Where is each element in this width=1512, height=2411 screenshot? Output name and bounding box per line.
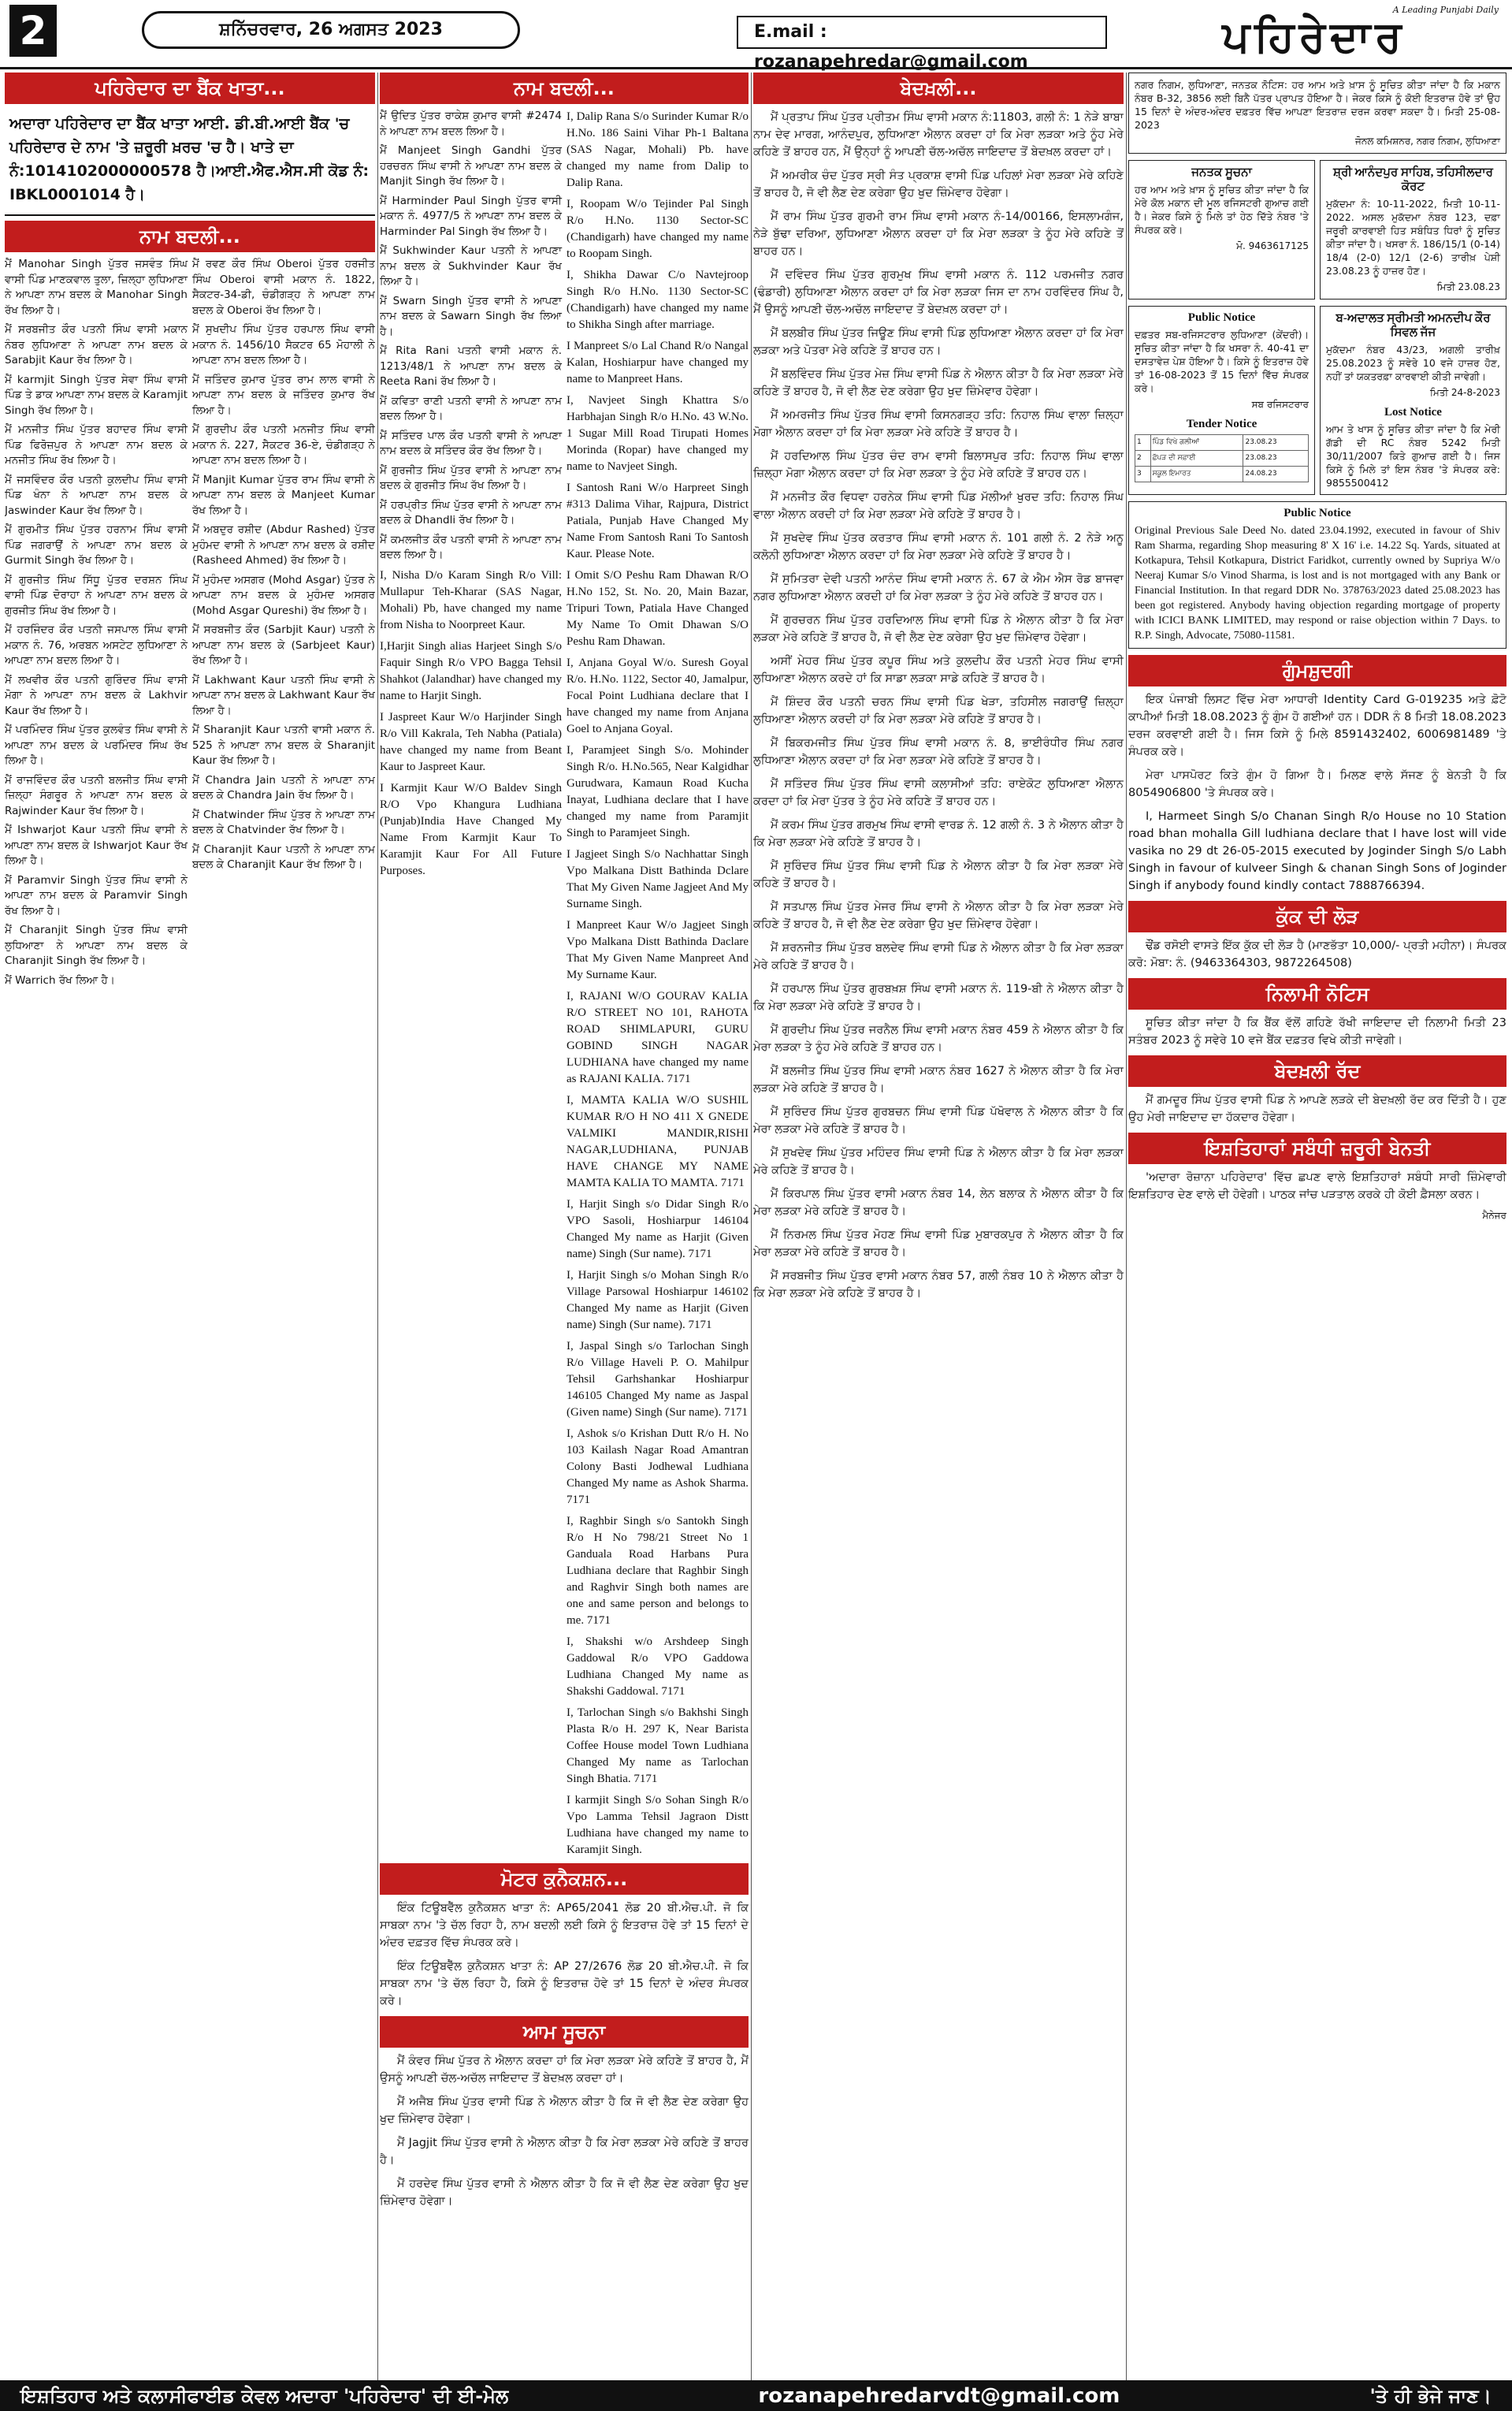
name-change-item: I, MAMTA KALIA W/O SUSHIL KUMAR R/O H NO 411 X GNEDE VALMIKI MANDIR,RISHI NAGAR,LUDHIANA, PUNJAB HAVE CHANGE MY NAME MAMTA KALIA TO MAMTA. 7171 (567, 1094, 749, 1189)
name-change-heading-2: ਨਾਮ ਬਦਲੀ... (380, 73, 749, 104)
disinheritance-item: ਮੈਂ ਅਮਰਜੀਤ ਸਿੰਘ ਪੁੱਤਰ ਸਿੰਘ ਵਾਸੀ ਕਿਸਨਗੜ੍ਹ ਤਹਿ: ਨਿਹਾਲ ਸਿੰਘ ਵਾਲਾ ਜ਼ਿਲ੍ਹਾ ਮੋਗਾ ਐਲਾਨ ਕਰਦਾ ਹਾਂ ਕਿ ਮੇਰਾ ਲੜਕਾ ਮੇਰੇ ਕਹਿਣੇ ਤੋਂ ਬਾਹਰ ਹੈ। (753, 409, 1124, 439)
auction-text: ਸੂਚਿਤ ਕੀਤਾ ਜਾਂਦਾ ਹੈ ਕਿ ਬੈਂਕ ਵੱਲੋਂ ਗਹਿਣੇ ਰੱਖੀ ਜਾਇਦਾਦ ਦੀ ਨਿਲਾਮੀ ਮਿਤੀ 23 ਸਤੰਬਰ 2023 ਨੂੰ ਸਵੇਰੇ 10 ਵਜੇ ਬੈਂਕ ਦਫ਼ਤਰ ਵਿਖੇ ਕੀਤੀ ਜਾਵੇਗੀ। (1128, 1017, 1506, 1047)
disinheritance-item: ਮੈਂ ਅਮਰੀਕ ਚੰਦ ਪੁੱਤਰ ਸ੍ਰੀ ਸੰਤ ਪ੍ਰਕਾਸ਼ ਵਾਸੀ ਪਿੰਡ ਪਹਿਲਾਂ ਮੇਰਾ ਲੜਕਾ ਮੇਰੇ ਕਹਿਣੇ ਤੋਂ ਬਾਹਰ ਹੈ, ਜੋ ਵੀ ਲੈਣ ਦੇਣ ਕਰੇਗਾ ਉਹ ਖੁਦ ਜ਼ਿੰਮੇਵਾਰ ਹੋਵੇਗਾ। (753, 169, 1124, 199)
name-change-item: ਮੈਂ ਪਰਮਿੰਦਰ ਸਿੰਘ ਪੁੱਤਰ ਕੁਲਵੰਤ ਸਿੰਘ ਵਾਸੀ ਨੇ ਆਪਣਾ ਨਾਮ ਬਦਲ ਕੇ ਪਰਮਿੰਦਰ ਸਿੰਘ ਰੱਖ ਲਿਆ ਹੈ। (5, 724, 188, 767)
name-change-item: ਮੈਂ ਹਰਪ੍ਰੀਤ ਸਿੰਘ ਪੁੱਤਰ ਵਾਸੀ ਨੇ ਆਪਣਾ ਨਾਮ ਬਦਲ ਕੇ Dhandli ਰੱਖ ਲਿਆ ਹੈ। (380, 498, 562, 526)
name-change-item: I, Jaspal Singh s/o Tarlochan Singh R/o Village Haveli P. O. Mahilpur Tehsil Garhshankar Hoshiarpur 146105 Changed My name as Jaspal (Given name) Singh (Sur name). 7171 (567, 1340, 749, 1419)
missing-item: I, Harmeet Singh S/o Chanan Singh R/o House no 10 Station road bhan mohalla Gill ludhiana declare that I have lost will vide vasika no 29 dt 26-05-2015 executed by Joginder Singh S/o Labh Singh in favour of kulveer Singh & chanan Singh Sons of Joginder Singh if anybody found kindly contact 7888766394. (1128, 810, 1506, 892)
name-change-item: I Manpreet S/o Lal Chand R/o Nangal Kalan, Hoshiarpur have changed my name to Manpreet Hans. (567, 340, 749, 385)
name-change-item: ਮੈਂ ਕਮਲਜੀਤ ਕੌਰ ਪਤਨੀ ਵਾਸੀ ਨੇ ਆਪਣਾ ਨਾਮ ਬਦਲ ਲਿਆ ਹੈ। (380, 533, 562, 561)
public-info-item: ਮੈਂ ਹਰਦੇਵ ਸਿੰਘ ਪੁੱਤਰ ਵਾਸੀ ਨੇ ਐਲਾਨ ਕੀਤਾ ਹੈ ਕਿ ਜੋ ਵੀ ਲੈਣ ਦੇਣ ਕਰੇਗਾ ਉਹ ਖੁਦ ਜ਼ਿੰਮੇਵਾਰ ਹੋਵੇਗਾ। (380, 2178, 749, 2208)
ad-request-heading: ਇਸ਼ਤਿਹਾਰਾਂ ਸਬੰਧੀ ਜ਼ਰੂਰੀ ਬੇਨਤੀ (1128, 1133, 1506, 1164)
name-change-item: I, Anjana Goyal W/o. Suresh Goyal R/o. H.No. 1122, Sector 40, Jamalpur, Focal Point Ludhiana declare that I have changed my name from Anjana Goel to Anjana Goyal. (567, 657, 749, 735)
public-info-list (380, 2052, 749, 2210)
tehsildar-text: ਮੁਕੱਦਮਾ ਨੰ: 10-11-2022, ਮਿਤੀ 10-11-2022. ਅਸਲ ਮੁਕੱਦਮਾ ਨੰਬਰ 123, ਦਫ਼ਾ ਜਰੂਰੀ ਕਾਰਵਾਈ ਹਿਤ ਸਬੰਧਿਤ ਧਿਰਾਂ ਨੂੰ ਸੂਚਿਤ ਕੀਤਾ ਜਾਂਦਾ ਹੈ। ਖਸਰਾ ਨੰ. 186/15/1 (0-14) 18/4 (2-0) 12/1 (2-6) ਤਾਰੀਖ਼ ਪੇਸ਼ੀ 23.08.23 ਨੂੰ ਹਾਜ਼ਰ ਹੋਣ। (1326, 198, 1500, 277)
name-change-item: I, Raghbir Singh s/o Santokh Singh R/o H No 798/21 Street No 1 Ganduala Road Harbans Pura Ludhiana declare that Raghbir Singh and Raghvir Singh both names are one and same person and belongs to me. 7171 (567, 1515, 749, 1627)
lost-notice-title: Lost Notice (1384, 406, 1442, 419)
column-3 (753, 73, 1124, 2386)
disinheritance-cancel-heading: ਬੇਦਖ਼ਲੀ ਰੱਦ (1128, 1055, 1506, 1087)
column-1 (5, 73, 375, 2386)
name-change-item: ਮੈਂ karmjit Singh ਪੁੱਤਰ ਸੇਵਾ ਸਿੰਘ ਵਾਸੀ ਪਿੰਡ ਤੇ ਡਾਕ ਆਪਣਾ ਨਾਮ ਬਦਲ ਕੇ Karamjit Singh ਰੱਖ ਲਿਆ ਹੈ। (5, 373, 188, 417)
logo-tagline: A Leading Punjabi Daily (1392, 5, 1499, 15)
notice-row-2 (1128, 306, 1506, 501)
disinheritance-item: ਮੈਂ ਕਰਮ ਸਿੰਘ ਪੁੱਤਰ ਗਰਮੁਖ ਸਿੰਘ ਵਾਸੀ ਵਾਰਡ ਨੰ. 12 ਗਲੀ ਨੰ. 3 ਨੇ ਐਲਾਨ ਕੀਤਾ ਹੈ ਕਿ ਮੇਰਾ ਲੜਕਾ ਮੇਰੇ ਕਹਿਣੇ ਤੋਂ ਬਾਹਰ ਹੈ। (753, 819, 1124, 849)
public-info-item: ਮੈਂ ਕੰਵਰ ਸਿੰਘ ਪੁੱਤਰ ਨੇ ਐਲਾਨ ਕਰਦਾ ਹਾਂ ਕਿ ਮੇਰਾ ਲੜਕਾ ਮੇਰੇ ਕਹਿਣੇ ਤੋਂ ਬਾਹਰ ਹੈ, ਮੈਂ ਉਸਨੂੰ ਆਪਣੀ ਚੱਲ-ਅਚੱਲ ਜਾਇਦਾਦ ਤੋਂ ਬੇਦਖ਼ਲ ਕਰਦਾ ਹਾਂ। (380, 2055, 749, 2085)
tender-row (1135, 451, 1309, 467)
footer-email[interactable]: rozanapehredarvdt@gmail.com (758, 2383, 1120, 2408)
name-change-item: ਮੈਂ Charanjit Singh ਪੁੱਤਰ ਸਿੰਘ ਵਾਸੀ ਲੁਧਿਆਣਾ ਨੇ ਆਪਣਾ ਨਾਮ ਬਦਲ ਕੇ Charanjit Singh ਰੱਖ ਲਿਆ ਹੈ। (5, 924, 188, 967)
name-change-item: ਮੈਂ ਹਰਜਿੰਦਰ ਕੌਰ ਪਤਨੀ ਜਸਪਾਲ ਸਿੰਘ ਵਾਸੀ ਮਕਾਨ ਨੰ. 76, ਅਰਬਨ ਅਸਟੇਟ ਲੁਧਿਆਣਾ ਨੇ ਆਪਣਾ ਨਾਮ ਬਦਲ ਲਿਆ ਹੈ। (5, 623, 188, 667)
disinheritance-item: ਮੈਂ ਗੁਰਦੀਪ ਸਿੰਘ ਪੁੱਤਰ ਜਰਨੈਲ ਸਿੰਘ ਵਾਸੀ ਮਕਾਨ ਨੰਬਰ 459 ਨੇ ਐਲਾਨ ਕੀਤਾ ਹੈ ਕਿ ਮੇਰਾ ਲੜਕਾ ਤੇ ਨੂੰਹ ਮੇਰੇ ਕਹਿਣੇ ਤੋਂ ਬਾਹਰ ਹਨ। (753, 1024, 1124, 1054)
name-change-item: ਮੈਂ Charanjit Kaur ਪਤਨੀ ਨੇ ਆਪਣਾ ਨਾਮ ਬਦਲ ਕੇ Charanjit Kaur ਰੱਖ ਲਿਆ ਹੈ। (192, 843, 375, 871)
newspaper-logo (1127, 2, 1502, 63)
registrar-notice (1128, 306, 1315, 495)
name-change-left-2 (380, 109, 562, 1863)
name-change-columns (5, 257, 375, 992)
name-change-item: ਮੈਂ ਜਤਿੰਦਰ ਕੁਮਾਰ ਪੁੱਤਰ ਰਾਮ ਲਾਲ ਵਾਸੀ ਨੇ ਆਪਣਾ ਨਾਮ ਬਦਲ ਕੇ ਜਤਿੰਦਰ ਕੁਮਾਰ ਰੱਖ ਲਿਆ ਹੈ। (192, 373, 375, 417)
name-change-item: I, Tarlochan Singh s/o Bakhshi Singh Plasta R/o H. 297 K, Near Barista Coffee House model Town Ludhiana Changed My name as Tarlochan Singh Bhatia. 7171 (567, 1706, 749, 1785)
tender-cell: 2 (1135, 451, 1151, 467)
name-change-item: I, Harjit Singh s/o Mohan Singh R/o Village Parsowal Hoshiarpur 146102 Changed My name as Harjit (Given name) Singh (Sur name). 7171 (567, 1269, 749, 1331)
name-change-item: I,Harjit Singh alias Harjeet Singh S/o Faquir Singh R/o VPO Bagga Tehsil Shahkot (Jalandhar) have changed my name to Harjit Singh. (380, 639, 562, 702)
court-notice (1320, 306, 1506, 495)
column-4 (1128, 73, 1506, 2386)
public-info-notice (1128, 160, 1315, 300)
name-change-item: ਮੈਂ ਗੁਰਮੀਤ ਸਿੰਘ ਪੁੱਤਰ ਹਰਨਾਮ ਸਿੰਘ ਵਾਸੀ ਪਿੰਡ ਜਗਰਾਉਂ ਨੇ ਆਪਣਾ ਨਾਮ ਬਦਲ ਕੇ Gurmit Singh ਰੱਖ ਲਿਆ ਹੈ। (5, 523, 188, 567)
court-date: ਮਿਤੀ 24-8-2023 (1430, 387, 1500, 398)
notice-row-1 (1128, 160, 1506, 306)
name-change-item: ਮੈਂ ਕਵਿਤਾ ਰਾਣੀ ਪਤਨੀ ਵਾਸੀ ਨੇ ਆਪਣਾ ਨਾਮ ਬਦਲ ਲਿਆ ਹੈ। (380, 394, 562, 422)
name-change-item: I, Paramjeet Singh S/o. Mohinder Singh R/o. H.No.565, Near Kalgidhar Gurudwara, Kamaun Road Kucha Inayat, Ludhiana declare that I have changed my name from Paramjit Singh to Paramjeet Singh. (567, 744, 749, 839)
name-change-item: ਮੈਂ ਸਰਬਜੀਤ ਕੌਰ (Sarbjit Kaur) ਪਤਨੀ ਨੇ ਆਪਣਾ ਨਾਮ ਬਦਲ ਕੇ (Sarbjeet Kaur) ਰੱਖ ਲਿਆ ਹੈ। (192, 623, 375, 667)
name-change-item: ਮੈਂ Sharanjit Kaur ਪਤਨੀ ਵਾਸੀ ਮਕਾਨ ਨੰ. 525 ਨੇ ਆਪਣਾ ਨਾਮ ਬਦਲ ਕੇ Sharanjit Kaur ਰੱਖ ਲਿਆ ਹੈ। (192, 724, 375, 767)
name-change-item: ਮੈਂ Paramvir Singh ਪੁੱਤਰ ਸਿੰਘ ਵਾਸੀ ਨੇ ਆਪਣਾ ਨਾਮ ਬਦਲ ਕੇ Paramvir Singh ਰੱਖ ਲਿਆ ਹੈ। (5, 873, 188, 917)
public-info-title: ਜਨਤਕ ਸੂਚਨਾ (1191, 166, 1252, 179)
public-info-item: ਮੈਂ Jagjit ਸਿੰਘ ਪੁੱਤਰ ਵਾਸੀ ਨੇ ਐਲਾਨ ਕੀਤਾ ਹੈ ਕਿ ਮੇਰਾ ਲੜਕਾ ਮੇਰੇ ਕਹਿਣੇ ਤੋਂ ਬਾਹਰ ਹੈ। (380, 2137, 749, 2167)
tender-row (1135, 467, 1309, 482)
name-change-item: I, Ashok s/o Krishan Dutt R/o H. No 103 Kailash Nagar Road Amantran Colony Basti Jodhewal Ludhiana Changed My name as Ashok Sharma. 7171 (567, 1427, 749, 1506)
lost-notice-text: ਆਮ ਤੇ ਖਾਸ ਨੂੰ ਸੂਚਿਤ ਕੀਤਾ ਜਾਂਦਾ ਹੈ ਕਿ ਮੇਰੀ ਗੱਡੀ ਦੀ RC ਨੰਬਰ 5242 ਮਿਤੀ 30/11/2007 ਕਿਤੇ ਗੁਆਚ ਗਈ ਹੈ। ਜਿਸ ਕਿਸੇ ਨੂੰ ਮਿਲੇ ਤਾਂ ਇਸ ਨੰਬਰ 'ਤੇ ਸੰਪਰਕ ਕਰੇ: 9855500412 (1326, 423, 1500, 489)
public-info-phone: ਮੋ. 9463617125 (1236, 240, 1309, 251)
tender-table (1135, 434, 1309, 482)
tender-cell: ਸਕੂਲ ਇਮਾਰਤ (1150, 467, 1243, 482)
name-change-item: ਮੈਂ ਰਾਜਵਿੰਦਰ ਕੌਰ ਪਤਨੀ ਬਲਜੀਤ ਸਿੰਘ ਵਾਸੀ ਜ਼ਿਲ੍ਹਾ ਸੰਗਰੂਰ ਨੇ ਆਪਣਾ ਨਾਮ ਬਦਲ ਕੇ Rajwinder Kaur ਰੱਖ ਲਿਆ ਹੈ। (5, 773, 188, 817)
name-change-item: ਮੈਂ ਮੁਹੰਮਦ ਅਸਗਰ (Mohd Asgar) ਪੁੱਤਰ ਨੇ ਆਪਣਾ ਨਾਮ ਬਦਲ ਕੇ ਮੁਹੰਮਦ ਅਸਗਰ (Mohd Asgar Qureshi) ਰੱਖ ਲਿਆ ਹੈ। (192, 573, 375, 617)
disinheritance-cancel-text: ਮੈਂ ਗਮਦੂਰ ਸਿੰਘ ਪੁੱਤਰ ਵਾਸੀ ਪਿੰਡ ਨੇ ਆਪਣੇ ਲੜਕੇ ਦੀ ਬੇਦਖ਼ਲੀ ਰੱਦ ਕਰ ਦਿੱਤੀ ਹੈ। ਹੁਣ ਉਹ ਮੇਰੀ ਜਾਇਦਾਦ ਦਾ ਹੱਕਦਾਰ ਹੋਵੇਗਾ। (1128, 1094, 1506, 1124)
disinheritance-item: ਮੈਂ ਦਵਿੰਦਰ ਸਿੰਘ ਪੁੱਤਰ ਗੁਰਮੁਖ ਸਿੰਘ ਵਾਸੀ ਮਕਾਨ ਨੰ. 112 ਪਰਮਜੀਤ ਨਗਰ (ਢੰਡਾਰੀ) ਲੁਧਿਆਣਾ ਐਲਾਨ ਕਰਦਾ ਹਾਂ ਕਿ ਮੇਰਾ ਲੜਕਾ ਜਿਸ ਦਾ ਨਾਮ ਹਰਵਿੰਦਰ ਸਿੰਘ ਹੈ, ਮੈਂ ਉਸਨੂੰ ਆਪਣੀ ਚੱਲ-ਅਚੱਲ ਜਾਇਦਾਦ ਤੋਂ ਬੇਦਖ਼ਲ ਕਰਦਾ ਹਾਂ। (753, 269, 1124, 316)
name-change-item: ਮੈਂ Lakhwant Kaur ਪਤਨੀ ਸਿੰਘ ਵਾਸੀ ਨੇ ਆਪਣਾ ਨਾਮ ਬਦਲ ਕੇ Lakhwant Kaur ਰੱਖ ਲਿਆ ਹੈ। (192, 673, 375, 717)
name-change-item: I Omit S/O Peshu Ram Dhawan R/O H.No 152, St. No. 20, Main Bazar, Tripuri Town, Patiala Have Changed My Name To Omit Dhawan S/O Peshu Ram Dhawan. (567, 569, 749, 648)
disinheritance-item: ਅਸੀਂ ਮੇਹਰ ਸਿੰਘ ਪੁੱਤਰ ਕਪੂਰ ਸਿੰਘ ਅਤੇ ਕੁਲਦੀਪ ਕੌਰ ਪਤਨੀ ਮੇਹਰ ਸਿੰਘ ਵਾਸੀ ਲੁਧਿਆਣਾ ਐਲਾਨ ਕਰਦੇ ਹਾਂ ਕਿ ਸਾਡਾ ਲੜਕਾ ਸਾਡੇ ਕਹਿਣੇ ਤੋਂ ਬਾਹਰ ਹੈ। (753, 655, 1124, 685)
disinheritance-item: ਮੈਂ ਰਾਮ ਸਿੰਘ ਪੁੱਤਰ ਗੁਰਮੀ ਰਾਮ ਸਿੰਘ ਵਾਸੀ ਮਕਾਨ ਨੰ-14/00166, ਇਸਲਾਮਗੰਜ, ਨੇੜੇ ਬੁੱਢਾ ਦਰਿਆ, ਲੁਧਿਆਣਾ ਐਲਾਨ ਕਰਦਾ ਹਾਂ ਕਿ ਮੇਰਾ ਲੜਕਾ ਤੇ ਨੂੰਹ ਮੇਰੇ ਕਹਿਣੇ ਤੋਂ ਬਾਹਰ ਹਨ। (753, 210, 1124, 258)
registrar-title: Public Notice (1187, 311, 1256, 324)
tender-cell: 3 (1135, 467, 1151, 482)
name-change-item: ਮੈਂ Sukhwinder Kaur ਪਤਨੀ ਨੇ ਆਪਣਾ ਨਾਮ ਬਦਲ ਕੇ Sukhvinder Kaur ਰੱਖ ਲਿਆ ਹੈ। (380, 244, 562, 288)
disinheritance-item: ਮੈਂ ਮਨਜੀਤ ਕੌਰ ਵਿਧਵਾ ਹਰਨੇਕ ਸਿੰਘ ਵਾਸੀ ਪਿੰਡ ਮੱਲੀਆਂ ਖੁਰਦ ਤਹਿ: ਨਿਹਾਲ ਸਿੰਘ ਵਾਲਾ ਐਲਾਨ ਕਰਦੀ ਹਾਂ ਕਿ ਮੇਰਾ ਲੜਕਾ ਮੇਰੇ ਕਹਿਣੇ ਤੋਂ ਬਾਹਰ ਹੈ। (753, 491, 1124, 521)
disinheritance-item: ਮੈਂ ਸੁਖਦੇਵ ਸਿੰਘ ਪੁੱਤਰ ਕਰਤਾਰ ਸਿੰਘ ਵਾਸੀ ਮਕਾਨ ਨੰ. 101 ਗਲੀ ਨੰ. 2 ਨੇੜੇ ਅਨੂ ਕਲੋਨੀ ਲੁਧਿਆਣਾ ਐਲਾਨ ਕਰਦਾ ਹਾਂ ਕਿ ਮੇਰਾ ਲੜਕਾ ਮੇਰੇ ਕਹਿਣੇ ਤੋਂ ਬਾਹਰ ਹੈ। (753, 532, 1124, 562)
disinheritance-item: ਮੈਂ ਬਲਵਿੰਦਰ ਸਿੰਘ ਪੁੱਤਰ ਮੇਜ਼ ਸਿੰਘ ਵਾਸੀ ਪਿੰਡ ਨੇ ਐਲਾਨ ਕੀਤਾ ਹੈ ਕਿ ਮੇਰਾ ਲੜਕਾ ਮੇਰੇ ਕਹਿਣੇ ਤੋਂ ਬਾਹਰ ਹੈ, ਜੋ ਵੀ ਲੈਣ ਦੇਣ ਕਰੇਗਾ ਉਹ ਖੁਦ ਜ਼ਿੰਮੇਵਾਰ ਹੋਵੇਗਾ। (753, 368, 1124, 398)
tender-row (1135, 435, 1309, 451)
name-change-item: I karmjit Singh S/o Sohan Singh R/o Vpo Lamma Tehsil Jagraon Distt Ludhiana have changed my name to Karamjit Singh. (567, 1794, 749, 1856)
masthead (0, 0, 1512, 72)
name-change-item: ਮੈਂ ਅਬਦੁਰ ਰਸ਼ੀਦ (Abdur Rashed) ਪੁੱਤਰ ਮੁਹੰਮਦ ਵਾਸੀ ਨੇ ਆਪਣਾ ਨਾਮ ਬਦਲ ਕੇ ਰਸ਼ੀਦ (Rasheed Ahmed) ਰੱਖ ਲਿਆ ਹੈ। (192, 523, 375, 567)
motor-connection-item: ਇੰਕ ਟਿਊਬਵੈੱਲ ਕੁਨੈਕਸ਼ਨ ਖਾਤਾ ਨੰ: AP65/2041 ਲੋਡ 20 ਬੀ.ਐਚ.ਪੀ. ਜੋ ਕਿ ਸਾਬਕਾ ਨਾਮ 'ਤੇ ਚੱਲ ਰਿਹਾ ਹੈ, ਨਾਮ ਬਦਲੀ ਲਈ ਕਿਸੇ ਨੂੰ ਇਤਰਾਜ਼ ਹੋਵੇ ਤਾਂ 15 ਦਿਨਾਂ ਦੇ ਅੰਦਰ ਦਫ਼ਤਰ ਵਿੱਚ ਸੰਪਰਕ ਕਰੇ। (380, 1902, 749, 1949)
disinheritance-item: ਮੈਂ ਕਿਰਪਾਲ ਸਿੰਘ ਪੁੱਤਰ ਵਾਸੀ ਮਕਾਨ ਨੰਬਰ 14, ਲੇਨ ਬਲਾਕ ਨੇ ਐਲਾਨ ਕੀਤਾ ਹੈ ਕਿ ਮੇਰਾ ਲੜਕਾ ਮੇਰੇ ਕਹਿਣੇ ਤੋਂ ਬਾਹਰ ਹੈ। (753, 1188, 1124, 1218)
name-change-item: ਮੈਂ Chatwinder ਸਿੰਘ ਪੁੱਤਰ ਨੇ ਆਪਣਾ ਨਾਮ ਬਦਲ ਕੇ Chatvinder ਰੱਖ ਲਿਆ ਹੈ। (192, 808, 375, 836)
missing-item: ਮੇਰਾ ਪਾਸਪੋਰਟ ਕਿਤੇ ਗੁੰਮ ਹੋ ਗਿਆ ਹੈ। ਮਿਲਣ ਵਾਲੇ ਸੱਜਣ ਨੂੰ ਬੇਨਤੀ ਹੈ ਕਿ 8054906800 'ਤੇ ਸੰਪਰਕ ਕਰੇ। (1128, 769, 1506, 799)
tehsildar-title: ਸ਼੍ਰੀ ਆਨੰਦਪੁਰ ਸਾਹਿਬ, ਤਹਿਸੀਲਦਾਰ ਕੋਰਟ (1333, 166, 1493, 193)
tender-cell: 1 (1135, 435, 1151, 451)
tender-cell: ਛੱਪੜ ਦੀ ਸਫ਼ਾਈ (1150, 451, 1243, 467)
name-change-item: I Manpreet Kaur W/o Jagjeet Singh Vpo Malkana Distt Bathinda Daclare That My Given Name Manpreet And My Surname Kaur. (567, 919, 749, 981)
name-change-item: ਮੈਂ ਗੁਰਜੀਤ ਸਿੰਘ ਪੁੱਤਰ ਵਾਸੀ ਨੇ ਆਪਣਾ ਨਾਮ ਬਦਲ ਕੇ ਗੁਰਜੀਤ ਸਿੰਘ ਰੱਖ ਲਿਆ ਹੈ। (380, 463, 562, 492)
column-divider (1126, 73, 1127, 2386)
name-change-item: ਮੈਂ ਸਤਿੰਦਰ ਪਾਲ ਕੌਰ ਪਤਨੀ ਵਾਸੀ ਨੇ ਆਪਣਾ ਨਾਮ ਬਦਲ ਕੇ ਸਤਿੰਦਰ ਕੌਰ ਰੱਖ ਲਿਆ ਹੈ। (380, 429, 562, 457)
disinheritance-item: ਮੈਂ ਸੁਮਿਤਰਾ ਦੇਵੀ ਪਤਨੀ ਆਨੰਦ ਸਿੰਘ ਵਾਸੀ ਮਕਾਨ ਨੰ. 67 ਕੇ ਐਮ ਐਸ ਰੋਡ ਬਾਜਵਾ ਨਗਰ ਲੁਧਿਆਣਾ ਐਲਾਨ ਕਰਦੀ ਹਾਂ ਕਿ ਮੇਰਾ ਲੜਕਾ ਤੇ ਨੂੰਹ ਮੇਰੇ ਕਹਿਣੇ ਤੋਂ ਬਾਹਰ ਹਨ। (753, 573, 1124, 603)
name-change-item: I, Nisha D/o Karam Singh R/o Vill: Mullapur Teh-Kharar (SAS Nagar, Mohali) Pb, have changed my name from Nisha to Noorpreet Kaur. (380, 568, 562, 631)
name-change-right-2 (567, 109, 749, 1863)
name-change-right (192, 257, 375, 992)
name-change-heading: ਨਾਮ ਬਦਲੀ... (5, 221, 375, 252)
disinheritance-item: ਮੈਂ ਗੁਰਚਰਨ ਸਿੰਘ ਪੁੱਤਰ ਹਰਦਿਆਲ ਸਿੰਘ ਵਾਸੀ ਪਿੰਡ ਨੇ ਐਲਾਨ ਕੀਤਾ ਹੈ ਕਿ ਮੇਰਾ ਲੜਕਾ ਮੇਰੇ ਕਹਿਣੇ ਤੋਂ ਬਾਹਰ ਹੈ, ਜੋ ਵੀ ਲੈਣ ਦੇਣ ਕਰੇਗਾ ਉਹ ਖੁਦ ਜ਼ਿੰਮੇਵਾਰ ਹੋਵੇਗਾ। (753, 614, 1124, 644)
page-number: 2 (9, 5, 57, 57)
issue-date: ਸ਼ਨਿੱਚਰਵਾਰ, 26 ਅਗਸਤ 2023 (142, 11, 520, 49)
disinheritance-heading: ਬੇਦਖ਼ਲੀ... (753, 73, 1124, 104)
public-info-text: ਹਰ ਆਮ ਅਤੇ ਖ਼ਾਸ ਨੂੰ ਸੂਚਿਤ ਕੀਤਾ ਜਾਂਦਾ ਹੈ ਕਿ ਮੇਰੇ ਕੋਲ ਮਕਾਨ ਦੀ ਮੂਲ ਰਜਿਸਟਰੀ ਗੁਆਚ ਗਈ ਹੈ। ਜੇਕਰ ਕਿਸੇ ਨੂੰ ਮਿਲੇ ਤਾਂ ਹੇਠ ਦਿੱਤੇ ਨੰਬਰ 'ਤੇ ਸੰਪਰਕ ਕਰੇ। (1135, 184, 1309, 236)
logo-text: ਪਹਿਰੇਦਾਰ (1222, 11, 1406, 61)
column-divider (377, 73, 378, 2386)
municipal-notice-sign: ਜੋਨਲ ਕਮਿਸ਼ਨਰ, ਨਗਰ ਨਿਗਮ, ਲੁਧਿਆਣਾ (1355, 136, 1500, 147)
disinheritance-item: ਮੈਂ ਸੁਰਿੰਦਰ ਸਿੰਘ ਪੁੱਤਰ ਗੁਰਬਚਨ ਸਿੰਘ ਵਾਸੀ ਪਿੰਡ ਪੱਖੋਵਾਲ ਨੇ ਐਲਾਨ ਕੀਤਾ ਹੈ ਕਿ ਮੇਰਾ ਲੜਕਾ ਮੇਰੇ ਕਹਿਣੇ ਤੋਂ ਬਾਹਰ ਹੈ। (753, 1106, 1124, 1136)
disinheritance-item: ਮੈਂ ਸਤਿੰਦਰ ਸਿੰਘ ਪੁੱਤਰ ਸਿੰਘ ਵਾਸੀ ਕਲਾਸੀਆਂ ਤਹਿ: ਰਾਏਕੋਟ ਲੁਧਿਆਣਾ ਐਲਾਨ ਕਰਦਾ ਹਾਂ ਕਿ ਮੇਰਾ ਪੁੱਤਰ ਤੇ ਨੂੰਹ ਮੇਰੇ ਕਹਿਣੇ ਤੋਂ ਬਾਹਰ ਹਨ। (753, 778, 1124, 808)
name-change-item: I, Navjeet Singh Khattra S/o Harbhajan Singh R/o H.No. 43 W.No. 1 Sugar Mill Road Tirupati Homes Morinda (Ropar) have changed my name to Navjeet Singh. (567, 394, 749, 473)
name-change-item: I Jagjeet Singh S/o Nachhattar Singh Vpo Malkana Distt Bathinda Dclare That My Given Name Jagjeet And My Surname Singh. (567, 848, 749, 910)
name-change-item: ਮੈਂ Harminder Paul Singh ਪੁੱਤਰ ਵਾਸੀ ਮਕਾਨ ਨੰ. 4977/5 ਨੇ ਆਪਣਾ ਨਾਮ ਬਦਲ ਕੇ Harminder Pal Singh ਰੱਖ ਲਿਆ ਹੈ। (380, 194, 562, 238)
public-info-heading: ਆਮ ਸੂਚਨਾ (380, 2016, 749, 2048)
tehsildar-date: ਮਿਤੀ 23.08.23 (1436, 281, 1500, 292)
name-change-item: ਮੈਂ Swarn Singh ਪੁੱਤਰ ਵਾਸੀ ਨੇ ਆਪਣਾ ਨਾਮ ਬਦਲ ਕੇ Sawarn Singh ਰੱਖ ਲਿਆ ਹੈ। (380, 294, 562, 338)
disinheritance-item: ਮੈਂ ਸ਼ਿੰਦਰ ਕੌਰ ਪਤਨੀ ਚਰਨ ਸਿੰਘ ਵਾਸੀ ਪਿੰਡ ਖੇੜਾ, ਤਹਿਸੀਲ ਜਗਰਾਉਂ ਜ਼ਿਲ੍ਹਾ ਲੁਧਿਆਣਾ ਐਲਾਨ ਕਰਦੀ ਹਾਂ ਕਿ ਮੇਰਾ ਲੜਕਾ ਮੇਰੇ ਕਹਿਣੇ ਤੋਂ ਬਾਹਰ ਹੈ। (753, 696, 1124, 726)
disinheritance-item: ਮੈਂ ਸਰਬਜੀਤ ਸਿੰਘ ਪੁੱਤਰ ਵਾਸੀ ਮਕਾਨ ਨੰਬਰ 57, ਗਲੀ ਨੰਬਰ 10 ਨੇ ਐਲਾਨ ਕੀਤਾ ਹੈ ਕਿ ਮੇਰਾ ਲੜਕਾ ਮੇਰੇ ਕਹਿਣੇ ਤੋਂ ਬਾਹਰ ਹੈ। (753, 1270, 1124, 1300)
disinheritance-item: ਮੈਂ ਸੁਰਿੰਦਰ ਸਿੰਘ ਪੁੱਤਰ ਸਿੰਘ ਵਾਸੀ ਪਿੰਡ ਨੇ ਐਲਾਨ ਕੀਤਾ ਹੈ ਕਿ ਮੇਰਾ ਲੜਕਾ ਮੇਰੇ ਕਹਿਣੇ ਤੋਂ ਬਾਹਰ ਹੈ। (753, 860, 1124, 890)
name-change-item: I Santosh Rani W/o Harpreet Singh #313 Dalima Vihar, Rajpura, District Patiala, Punjab Have Changed My Name From Santosh Rani To Santosh Kaur. Please Note. (567, 482, 749, 560)
bank-account-heading: ਪਹਿਰੇਦਾਰ ਦਾ ਬੈਂਕ ਖਾਤਾ... (5, 73, 375, 104)
name-change-item: ਮੈਂ Manjit Kumar ਪੁੱਤਰ ਰਾਮ ਸਿੰਘ ਵਾਸੀ ਨੇ ਆਪਣਾ ਨਾਮ ਬਦਲ ਕੇ Manjeet Kumar ਰੱਖ ਲਿਆ ਹੈ। (192, 473, 375, 517)
municipal-notice-text: ਨਗਰ ਨਿਗਮ, ਲੁਧਿਆਣਾ, ਜਨਤਕ ਨੋਟਿਸ: ਹਰ ਆਮ ਅਤੇ ਖ਼ਾਸ ਨੂੰ ਸੂਚਿਤ ਕੀਤਾ ਜਾਂਦਾ ਹੈ ਕਿ ਮਕਾਨ ਨੰਬਰ B-32, 3856 ਲਈ ਬਿਨੈ ਪੱਤਰ ਪ੍ਰਾਪਤ ਹੋਇਆ ਹੈ। ਜੇਕਰ ਕਿਸੇ ਨੂੰ ਕੋਈ ਇਤਰਾਜ਼ ਹੋਵੇ ਤਾਂ ਉਹ 15 ਦਿਨਾਂ ਦੇ ਅੰਦਰ-ਅੰਦਰ ਦਫ਼ਤਰ ਵਿੱਚ ਆਪਣਾ ਇਤਰਾਜ਼ ਦਰਜ ਕਰਵਾ ਸਕਦਾ ਹੈ। ਮਿਤੀ 25-08-2023 (1135, 79, 1500, 131)
name-change-item: ਮੈਂ Warrich ਰੱਖ ਲਿਆ ਹੈ। (5, 973, 115, 987)
public-info-item: ਮੈਂ ਅਜੈਬ ਸਿੰਘ ਪੁੱਤਰ ਵਾਸੀ ਪਿੰਡ ਨੇ ਐਲਾਨ ਕੀਤਾ ਹੈ ਕਿ ਜੋ ਵੀ ਲੈਣ ਦੇਣ ਕਰੇਗਾ ਉਹ ਖੁਦ ਜ਼ਿੰਮੇਵਾਰ ਹੋਵੇਗਾ। (380, 2096, 749, 2126)
sale-deed-notice (1128, 501, 1506, 649)
masthead-email[interactable]: E.mail : rozanapehredar@gmail.com (737, 16, 1107, 49)
disinheritance-item: ਮੈਂ ਸੁਖਦੇਵ ਸਿੰਘ ਪੁੱਤਰ ਮਹਿੰਦਰ ਸਿੰਘ ਵਾਸੀ ਪਿੰਡ ਨੇ ਐਲਾਨ ਕੀਤਾ ਹੈ ਕਿ ਮੇਰਾ ਲੜਕਾ ਮੇਰੇ ਕਹਿਣੇ ਤੋਂ ਬਾਹਰ ਹੈ। (753, 1147, 1124, 1177)
name-change-item: ਮੈਂ ਰਵਣ ਕੌਰ ਸਿੰਘ Oberoi ਪੁੱਤਰ ਹਰਜੀਤ ਸਿੰਘ Oberoi ਵਾਸੀ ਮਕਾਨ ਨੰ. 1822, ਸੈਕਟਰ-34-ਡੀ, ਚੰਡੀਗੜ੍ਹ ਨੇ ਆਪਣਾ ਨਾਮ ਬਦਲ ਕੇ Oberoi ਰੱਖ ਲਿਆ ਹੈ। (192, 258, 375, 317)
motor-connection-heading: ਮੋਟਰ ਕੁਨੈਕਸ਼ਨ... (380, 1863, 749, 1895)
disinheritance-item: ਮੈਂ ਹਰਪਾਲ ਸਿੰਘ ਪੁੱਤਰ ਗੁਰਬਖ਼ਸ਼ ਸਿੰਘ ਵਾਸੀ ਮਕਾਨ ਨੰ. 119-ਬੀ ਨੇ ਐਲਾਨ ਕੀਤਾ ਹੈ ਕਿ ਮੇਰਾ ਲੜਕਾ ਮੇਰੇ ਕਹਿਣੇ ਤੋਂ ਬਾਹਰ ਹੈ। (753, 983, 1124, 1013)
name-change-item: I, RAJANI W/O GOURAV KALIA R/O STREET NO 101, RAHOTA ROAD SHIMLAPURI, GURU GOBIND SINGH NAGAR LUDHIANA have changed my name as RAJANI KALIA. 7171 (567, 990, 749, 1085)
disinheritance-item: ਮੈਂ ਬਲਬੀਰ ਸਿੰਘ ਪੁੱਤਰ ਜਿਊਣ ਸਿੰਘ ਵਾਸੀ ਪਿੰਡ ਲੁਧਿਆਣਾ ਐਲਾਨ ਕਰਦਾ ਹਾਂ ਕਿ ਮੇਰਾ ਲੜਕਾ ਅਤੇ ਪੋਤਰਾ ਮੇਰੇ ਕਹਿਣੇ ਤੋਂ ਬਾਹਰ ਹਨ। (753, 327, 1124, 357)
name-change-left (5, 257, 188, 992)
column-2 (380, 73, 749, 2386)
disinheritance-item: ਮੈਂ ਬਲਜੀਤ ਸਿੰਘ ਪੁੱਤਰ ਸਿੰਘ ਵਾਸੀ ਮਕਾਨ ਨੰਬਰ 1627 ਨੇ ਐਲਾਨ ਕੀਤਾ ਹੈ ਕਿ ਮੇਰਾ ਲੜਕਾ ਮੇਰੇ ਕਹਿਣੇ ਤੋਂ ਬਾਹਰ ਹੈ। (753, 1065, 1124, 1095)
tender-cell: 23.08.23 (1243, 451, 1309, 467)
name-change-item: ਮੈਂ Manjeet Singh Gandhi ਪੁੱਤਰ ਹਰਚਰਨ ਸਿੰਘ ਵਾਸੀ ਨੇ ਆਪਣਾ ਨਾਮ ਬਦਲ ਕੇ Manjit Singh ਰੱਖ ਲਿਆ ਹੈ। (380, 144, 562, 188)
tender-title: Tender Notice (1186, 418, 1258, 430)
missing-list (1128, 691, 1506, 895)
footer-text-right: 'ਤੇ ਹੀ ਭੇਜੇ ਜਾਣ। (1369, 2384, 1492, 2407)
motor-connection-list (380, 1899, 749, 2010)
name-change-item: ਮੈਂ ਗੁਰਦੀਪ ਕੌਰ ਪਤਨੀ ਮਨਜੀਤ ਸਿੰਘ ਵਾਸੀ ਮਕਾਨ ਨੰ. 227, ਸੈਕਟਰ 36-ਏ, ਚੰਡੀਗੜ੍ਹ ਨੇ ਆਪਣਾ ਨਾਮ ਬਦਲ ਲਿਆ ਹੈ। (192, 423, 375, 467)
bank-account-text: ਅਦਾਰਾ ਪਹਿਰੇਦਾਰ ਦਾ ਬੈਂਕ ਖਾਤਾ ਆਈ. ਡੀ.ਬੀ.ਆਈ ਬੈਂਕ 'ਚ ਪਹਿਰੇਦਾਰ ਦੇ ਨਾਮ 'ਤੇ ਜ਼ਰੂਰੀ ਖ਼ਰਚ 'ਚ ਹੈ। ਖਾਤੇ ਦਾ ਨੰ:1014102000000578 ਹੈ।ਆਈ.ਐਫ.ਐਸ.ਸੀ ਕੋਡ ਨੰ: IBKL0001014 ਹੈ। (5, 109, 375, 216)
disinheritance-list (753, 109, 1124, 1302)
disinheritance-item: ਮੈਂ ਨਿਰਮਲ ਸਿੰਘ ਪੁੱਤਰ ਮੋਹਣ ਸਿੰਘ ਵਾਸੀ ਪਿੰਡ ਮੁਬਾਰਕਪੁਰ ਨੇ ਐਲਾਨ ਕੀਤਾ ਹੈ ਕਿ ਮੇਰਾ ਲੜਕਾ ਮੇਰੇ ਕਹਿਣੇ ਤੋਂ ਬਾਹਰ ਹੈ। (753, 1229, 1124, 1259)
name-change-item: I, Dalip Rana S/o Surinder Kumar R/o H.No. 186 Saini Vihar Ph-1 Baltana (SAS Nagar, Mohali) Pb. have changed my name from Dalip to Dalip Rana. (567, 110, 749, 189)
tender-cell: ਪਿੰਡ ਵਿਖੇ ਗਲੀਆਂ (1150, 435, 1243, 451)
missing-item: ਇਕ ਪੰਜਾਬੀ ਲਿਸਟ ਵਿੱਚ ਮੇਰਾ ਆਧਾਰੀ Identity Card G-019235 ਅਤੇ ਫ਼ੋਟੋ ਕਾਪੀਆਂ ਮਿਤੀ 18.08.2023 ਨੂੰ ਗੁੰਮ ਹੋ ਗਈਆਂ ਹਨ। DDR ਨੰ 8 ਮਿਤੀ 18.08.2023 ਦਰਜ ਕਰਵਾਈ ਗਈ ਹੈ। ਜਿਸ ਕਿਸੇ ਨੂੰ ਮਿਲੇ 8591432402, 6006981489 'ਤੇ ਸੰਪਰਕ ਕਰੇ। (1128, 694, 1506, 758)
name-change-item: ਮੈਂ Rita Rani ਪਤਨੀ ਵਾਸੀ ਮਕਾਨ ਨੰ. 1213/48/1 ਨੇ ਆਪਣਾ ਨਾਮ ਬਦਲ ਕੇ Reeta Rani ਰੱਖ ਲਿਆ ਹੈ। (380, 344, 562, 388)
cook-wanted-text: ਢੌਂਡ ਰਸੋਈ ਵਾਸਤੇ ਇੱਕ ਕੁੱਕ ਦੀ ਲੋੜ ਹੈ (ਮਾਣਭੱਤਾ 10,000/- ਪ੍ਰਤੀ ਮਹੀਨਾ)। ਸੰਪਰਕ ਕਰੋ: ਮੋਬਾ: ਨੰ. (9463364303, 9872264508) (1128, 939, 1506, 969)
disinheritance-item: ਮੈਂ ਹਰਦਿਆਲ ਸਿੰਘ ਪੁੱਤਰ ਚੰਦ ਰਾਮ ਵਾਸੀ ਬਿਲਾਸਪੁਰ ਤਹਿ: ਨਿਹਾਲ ਸਿੰਘ ਵਾਲਾ ਜ਼ਿਲ੍ਹਾ ਮੋਗਾ ਐਲਾਨ ਕਰਦਾ ਹਾਂ ਕਿ ਮੇਰਾ ਲੜਕਾ ਤੇ ਨੂੰਹ ਮੇਰੇ ਕਹਿਣੇ ਤੋਂ ਬਾਹਰ ਹਨ। (753, 450, 1124, 480)
name-change-item: ਮੈਂ ਸਰਬਜੀਤ ਕੌਰ ਪਤਨੀ ਸਿੰਘ ਵਾਸੀ ਮਕਾਨ ਨੰਬਰ ਲੁਧਿਆਣਾ ਨੇ ਆਪਣਾ ਨਾਮ ਬਦਲ ਕੇ Sarabjit Kaur ਰੱਖ ਲਿਆ ਹੈ। (5, 323, 188, 366)
court-text: ਮੁਕੱਦਮਾ ਨੰਬਰ 43/23, ਅਗਲੀ ਤਾਰੀਖ਼ 25.08.2023 ਨੂੰ ਸਵੇਰੇ 10 ਵਜੇ ਹਾਜ਼ਰ ਹੋਣ, ਨਹੀਂ ਤਾਂ ਯਕਤਰਫ਼ਾ ਕਾਰਵਾਈ ਕੀਤੀ ਜਾਵੇਗੀ। (1326, 344, 1500, 382)
disinheritance-item: ਮੈਂ ਸਤਪਾਲ ਸਿੰਘ ਪੁੱਤਰ ਮੇਜਰ ਸਿੰਘ ਵਾਸੀ ਨੇ ਐਲਾਨ ਕੀਤਾ ਹੈ ਕਿ ਮੇਰਾ ਲੜਕਾ ਮੇਰੇ ਕਹਿਣੇ ਤੋਂ ਬਾਹਰ ਹੈ, ਜੋ ਵੀ ਲੈਣ ਦੇਣ ਕਰੇਗਾ ਉਹ ਖੁਦ ਜ਼ਿੰਮੇਵਾਰ ਹੋਵੇਗਾ। (753, 901, 1124, 931)
registrar-sign: ਸਬ ਰਜਿਸਟਰਾਰ (1251, 399, 1309, 410)
cook-wanted-heading: ਕੁੱਕ ਦੀ ਲੋੜ (1128, 901, 1506, 932)
municipal-notice (1128, 73, 1506, 154)
registrar-text: ਦਫ਼ਤਰ ਸਬ-ਰਜਿਸਟਰਾਰ ਲੁਧਿਆਣਾ (ਕੇਂਦਰੀ)। ਸੂਚਿਤ ਕੀਤਾ ਜਾਂਦਾ ਹੈ ਕਿ ਖਸਰਾ ਨੰ. 40-41 ਦਾ ਦਸਤਾਵੇਜ਼ ਪੇਸ਼ ਹੋਇਆ ਹੈ। ਕਿਸੇ ਨੂੰ ਇਤਰਾਜ਼ ਹੋਵੇ ਤਾਂ 16-08-2023 ਤੋਂ 15 ਦਿਨਾਂ ਵਿੱਚ ਸੰਪਰਕ ਕਰੇ। (1135, 329, 1309, 394)
name-change-item: ਮੈਂ Chandra Jain ਪਤਨੀ ਨੇ ਆਪਣਾ ਨਾਮ ਬਦਲ ਕੇ Chandra Jain ਰੱਖ ਲਿਆ ਹੈ। (192, 773, 375, 802)
name-change-columns-2 (380, 109, 749, 1863)
name-change-item: ਮੈਂ Manohar Singh ਪੁੱਤਰ ਜਸਵੰਤ ਸਿੰਘ ਵਾਸੀ ਪਿੰਡ ਮਾਣਕਵਾਲ ਤੁਲਾ, ਜ਼ਿਲ੍ਹਾ ਲੁਧਿਆਣਾ ਨੇ ਆਪਣਾ ਨਾਮ ਬਦਲ ਕੇ Manohar Singh ਰੱਖ ਲਿਆ ਹੈ। (5, 258, 188, 317)
auction-heading: ਨਿਲਾਮੀ ਨੋਟਿਸ (1128, 978, 1506, 1010)
missing-heading: ਗੁੰਮਸ਼ੁਦਗੀ (1128, 655, 1506, 686)
name-change-item: I, Roopam W/o Tejinder Pal Singh R/o H.No. 1130 Sector-SC (Chandigarh) have changed my name to Roopam Singh. (567, 198, 749, 260)
column-divider (751, 73, 752, 2386)
name-change-item: ਮੈਂ ਲਖਵੀਰ ਕੌਰ ਪਤਨੀ ਗੁਰਿੰਦਰ ਸਿੰਘ ਵਾਸੀ ਮੋਗਾ ਨੇ ਆਪਣਾ ਨਾਮ ਬਦਲ ਕੇ Lakhvir Kaur ਰੱਖ ਲਿਆ ਹੈ। (5, 673, 188, 717)
footer-text-left: ਇਸ਼ਤਿਹਾਰ ਅਤੇ ਕਲਾਸੀਫਾਈਡ ਕੇਵਲ ਅਦਾਰਾ 'ਪਹਿਰੇਦਾਰ' ਦੀ ਈ-ਮੇਲ (20, 2384, 509, 2407)
court-title: ਬ-ਅਦਾਲਤ ਸ੍ਰੀਮਤੀ ਅਮਨਦੀਪ ਕੌਰ ਸਿਵਲ ਜੱਜ (1336, 312, 1491, 339)
disinheritance-item: ਮੈਂ ਸ਼ਰਨਜੀਤ ਸਿੰਘ ਪੁੱਤਰ ਬਲਦੇਵ ਸਿੰਘ ਵਾਸੀ ਪਿੰਡ ਨੇ ਐਲਾਨ ਕੀਤਾ ਹੈ ਕਿ ਮੇਰਾ ਲੜਕਾ ਮੇਰੇ ਕਹਿਣੇ ਤੋਂ ਬਾਹਰ ਹੈ। (753, 942, 1124, 972)
footer-bar (0, 2380, 1512, 2411)
name-change-item: ਮੈਂ ਸੁਖਦੀਪ ਸਿੰਘ ਪੁੱਤਰ ਹਰਪਾਲ ਸਿੰਘ ਵਾਸੀ ਮਕਾਨ ਨੰ. 1456/10 ਸੈਕਟਰ 65 ਮੋਹਾਲੀ ਨੇ ਆਪਣਾ ਨਾਮ ਬਦਲ ਲਿਆ ਹੈ। (192, 323, 375, 366)
name-change-item: I, Shikha Dawar C/o Navtejroop Singh R/o H.No. 1130 Sector-SC (Chandigarh) have changed my name to Shikha Singh after marriage. (567, 269, 749, 331)
disinheritance-item: ਮੈਂ ਪ੍ਰਤਾਪ ਸਿੰਘ ਪੁੱਤਰ ਪ੍ਰੀਤਮ ਸਿੰਘ ਵਾਸੀ ਮਕਾਨ ਨੰ:11803, ਗਲੀ ਨੰ: 1 ਨੇੜੇ ਬਾਬਾ ਨਾਮ ਦੇਵ ਮਾਰਗ, ਆਨੰਦਪੁਰ, ਲੁਧਿਆਣਾ ਐਲਾਨ ਕਰਦਾ ਹਾਂ ਕਿ ਮੇਰਾ ਲੜਕਾ ਅਤੇ ਨੂੰਹ ਮੇਰੇ ਕਹਿਣੇ ਤੋਂ ਬਾਹਰ ਹਨ, ਮੈਂ ਉਨ੍ਹਾਂ ਨੂੰ ਆਪਣੀ ਚੱਲ-ਅਚੱਲ ਜਾਇਦਾਦ ਤੋਂ ਬੇਦਖ਼ਲ ਕਰਦਾ ਹਾਂ। (753, 111, 1124, 158)
name-change-item: I Karmjit Kaur W/O Baldev Singh R/O Vpo Khangura Ludhiana (Punjab)India Have Changed My Name From Karmjit Kaur To Karamjit Kaur For All Future Purposes. (380, 781, 562, 877)
sale-deed-text: Original Previous Sale Deed No. dated 23.04.1992, executed in favour of Shiv Ram Sharma, regarding Shop measuring 8' X 16' i.e. 14.22 Sq. Yards, situated at Kotkapura, Tehsil Kotkapura, District Faridkot, currently owned by Supriya W/o Neeraj Kumar S/o Vinod Sharma, is lost and is not mortgaged with any Bank or Financial Institution. In that regard DDR No. 378763/2023 dated 25.08.2023 has been got registered. Anybody having objection regarding mortgage of property with ICICI BANK LIMITED, may respond or raise objection within 7 Days. to R.P. Singh, Advocate, 75080-11581. (1135, 525, 1500, 642)
name-change-item: I, Harjit Singh s/o Didar Singh R/o VPO Sasoli, Hoshiarpur 146104 Changed My name as Harjit (Given name) Singh (Sur name). 7171 (567, 1198, 749, 1260)
name-change-item: I, Shakshi w/o Arshdeep Singh Gaddowal R/o VPO Gaddowa Ludhiana Changed My name as Shakshi Gaddowal. 7171 (567, 1635, 749, 1698)
name-change-item: ਮੈਂ ਮਨਜੀਤ ਸਿੰਘ ਪੁੱਤਰ ਬਹਾਦਰ ਸਿੰਘ ਵਾਸੀ ਪਿੰਡ ਫਿਰੋਜ਼ਪੁਰ ਨੇ ਆਪਣਾ ਨਾਮ ਬਦਲ ਕੇ ਮਨਜੀਤ ਸਿੰਘ ਰੱਖ ਲਿਆ ਹੈ। (5, 423, 188, 467)
ad-request-text: 'ਅਦਾਰਾ ਰੋਜ਼ਾਨਾ ਪਹਿਰੇਦਾਰ' ਵਿੱਚ ਛਪਣ ਵਾਲੇ ਇਸ਼ਤਿਹਾਰਾਂ ਸਬੰਧੀ ਸਾਰੀ ਜ਼ਿੰਮੇਵਾਰੀ ਇਸ਼ਤਿਹਾਰ ਦੇਣ ਵਾਲੇ ਦੀ ਹੋਵੇਗੀ। ਪਾਠਕ ਜਾਂਚ ਪੜਤਾਲ ਕਰਕੇ ਹੀ ਕੋਈ ਫ਼ੈਸਲਾ ਕਰਨ। (1128, 1171, 1506, 1201)
disinheritance-item: ਮੈਂ ਬਿਕਰਮਜੀਤ ਸਿੰਘ ਪੁੱਤਰ ਸਿੰਘ ਵਾਸੀ ਮਕਾਨ ਨੰ. 8, ਭਾਈਰੰਧੀਰ ਸਿੰਘ ਨਗਰ ਲੁਧਿਆਣਾ ਐਲਾਨ ਕਰਦਾ ਹਾਂ ਕਿ ਮੇਰਾ ਲੜਕਾ ਮੇਰੇ ਕਹਿਣੇ ਤੋਂ ਬਾਹਰ ਹੈ। (753, 737, 1124, 767)
ad-request-sign: ਮੈਨੇਜਰ (1482, 1210, 1506, 1221)
name-change-item: I Jaspreet Kaur W/o Harjinder Singh R/o Vill Kakrala, Teh Nabha (Patiala) have changed my name from Beant Kaur to Jaspreet Kaur. (380, 710, 562, 773)
name-change-item: ਮੈਂ ਜਸਵਿੰਦਰ ਕੌਰ ਪਤਨੀ ਕੁਲਦੀਪ ਸਿੰਘ ਵਾਸੀ ਪਿੰਡ ਖੰਨਾ ਨੇ ਆਪਣਾ ਨਾਮ ਬਦਲ ਕੇ Jaswinder Kaur ਰੱਖ ਲਿਆ ਹੈ। (5, 473, 188, 517)
name-change-item: ਮੈਂ ਗੁਰਜੀਤ ਸਿੰਘ ਸਿੱਧੂ ਪੁੱਤਰ ਦਰਸ਼ਨ ਸਿੰਘ ਵਾਸੀ ਪਿੰਡ ਦੋਰਾਹਾ ਨੇ ਆਪਣਾ ਨਾਮ ਬਦਲ ਕੇ ਗੁਰਜੀਤ ਸਿੰਘ ਰੱਖ ਲਿਆ ਹੈ। (5, 573, 188, 617)
tender-cell: 23.08.23 (1243, 435, 1309, 451)
tehsildar-notice (1320, 160, 1506, 300)
name-change-item: ਮੈਂ Ishwarjot Kaur ਪਤਨੀ ਸਿੰਘ ਵਾਸੀ ਨੇ ਆਪਣਾ ਨਾਮ ਬਦਲ ਕੇ Ishwarjot Kaur ਰੱਖ ਲਿਆ ਹੈ। (5, 824, 188, 867)
tender-cell: 24.08.23 (1243, 467, 1309, 482)
sale-deed-title: Public Notice (1284, 507, 1351, 519)
name-change-item: ਮੈਂ ਉਦਿਤ ਪੁੱਤਰ ਰਾਕੇਸ਼ ਕੁਮਾਰ ਵਾਸੀ #2474 ਨੇ ਆਪਣਾ ਨਾਮ ਬਦਲ ਲਿਆ ਹੈ। (380, 110, 562, 138)
motor-connection-item: ਇੰਕ ਟਿਊਬਵੈੱਲ ਕੁਨੈਕਸ਼ਨ ਖਾਤਾ ਨੰ: AP 27/2676 ਲੋਡ 20 ਬੀ.ਐਚ.ਪੀ. ਜੋ ਕਿ ਸਾਬਕਾ ਨਾਮ 'ਤੇ ਚੱਲ ਰਿਹਾ ਹੈ, ਕਿਸੇ ਨੂੰ ਇਤਰਾਜ਼ ਹੋਵੇ ਤਾਂ 15 ਦਿਨਾਂ ਦੇ ਅੰਦਰ ਸੰਪਰਕ ਕਰੇ। (380, 1960, 749, 2007)
